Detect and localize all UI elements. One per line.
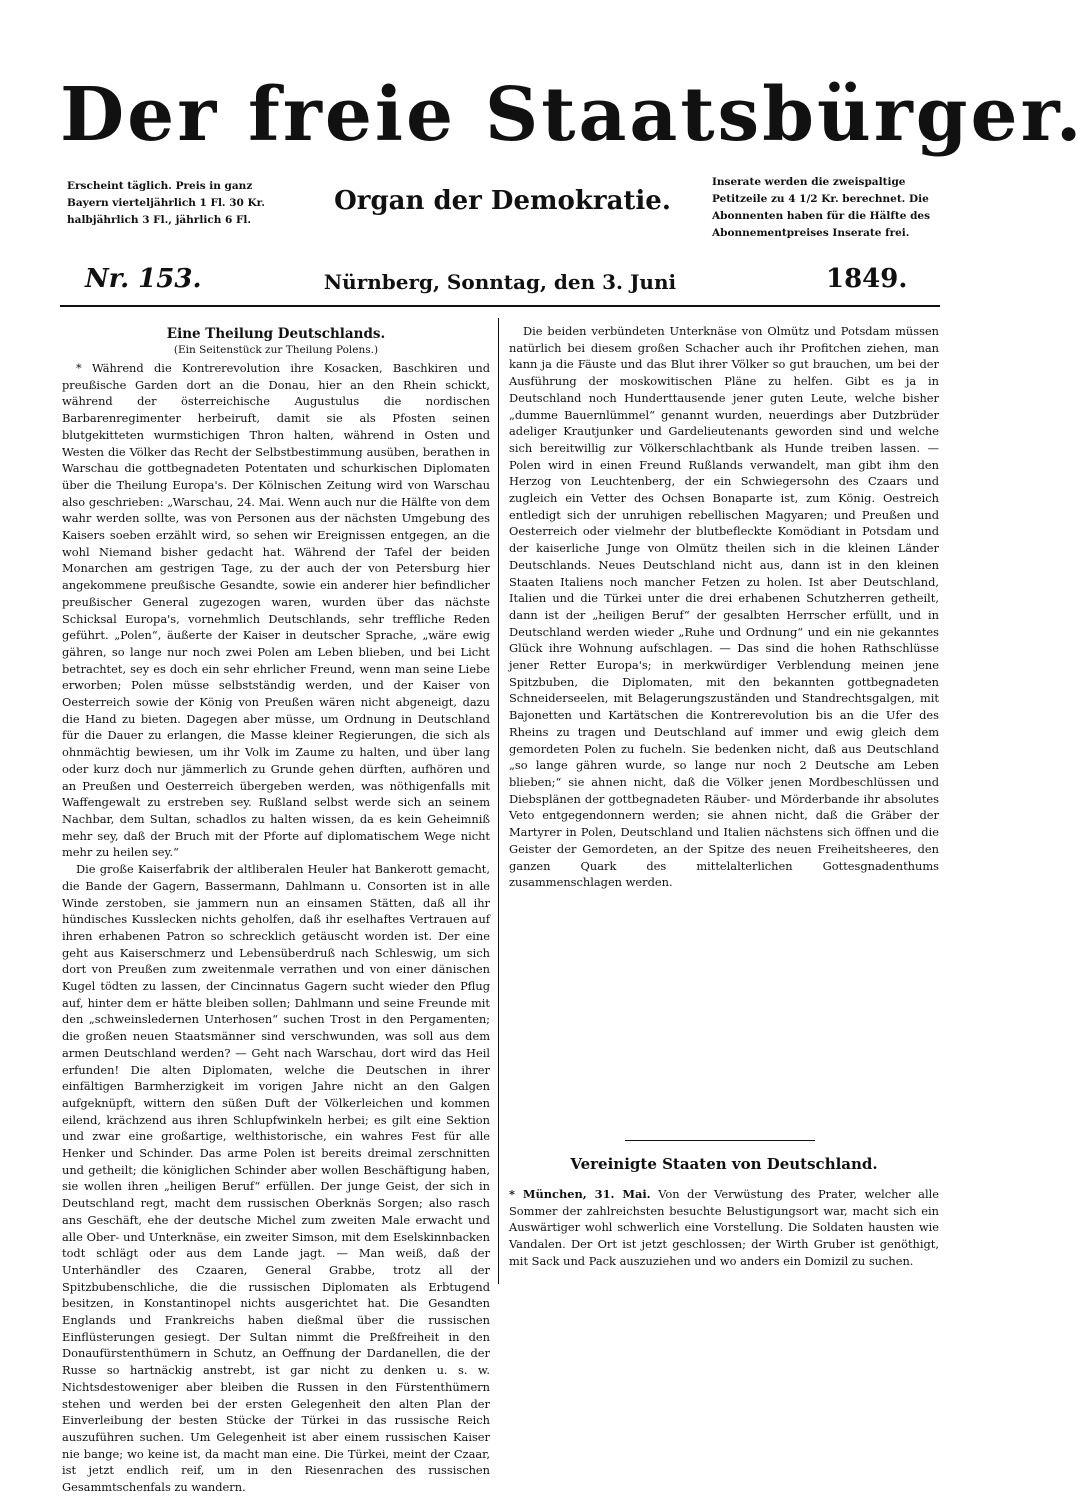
advertising-line: Abonnementpreises Inserate frei. bbox=[712, 227, 910, 239]
newspaper-subtitle: Organ der Demokratie. bbox=[334, 186, 671, 216]
article-subheadline: (Ein Seitenstück zur Theilung Polens.) bbox=[173, 344, 379, 356]
news-dateline: * München, 31. Mai. bbox=[509, 1187, 651, 1201]
issue-number: Nr. 153. bbox=[85, 264, 202, 294]
subscription-info bbox=[67, 178, 282, 229]
column-right bbox=[509, 323, 939, 1113]
column-left bbox=[62, 325, 490, 1495]
advertising-line: Petitzeile zu 4 1/2 Kr. berechnet. Die bbox=[712, 193, 929, 205]
column-divider bbox=[498, 318, 499, 1284]
article-paragraph: Die beiden verbündeten Unterknäse von Olmütz und Potsdam müssen natürlich bei diesem großen Schacher auch ihr Profitchen ziehen, man kann ja die Fäuste und das Blut ihrer Völker so gut brauchen, um bei der Ausführung der moskowitischen Pläne zu helfen. Gibt es ja in Deutschland noch Hunderttausende jener guten Leute, welche bisher „dumme Bauernlümmel“ genannt wurden, neuerdings aber Dutzbrüder adeliger Krautjunker und Gardelieutenants geworden sind und welche sich bereitwillig zur Völkerschlachtbank als Hunde treiben lassen. — Polen wird in einen Freund Rußlands verwandelt, man gibt ihm den Herzog von Leuchtenberg, der ein Schwiegersohn des Czaars und zugleich ein Vetter des Ochsen Bonaparte ist, zum König. Oestreich entledigt sich der unruhigen rebellischen Magyaren; und Preußen und Oesterreich oder vielmehr der blutbefleckte Komödiant in Potsdam und der kaiserliche Junge von Olmütz theilen sich in die kleinen Länder Deutschlands. Neues Deutschland nicht aus, dann ist in den kleinen Staaten Italiens noch mancher Fetzen zu holen. Ist aber Deutschland, Italien und die Türkei unter die drei erhabenen Schutzherren getheilt, dann ist der „heiligen Beruf“ der gesalbten Herrscher erfüllt, und in Deutschland werden wieder „Ruhe und Ordnung“ und ein nie gekanntes Glück ihre Wohnung aufschlagen. — Das sind die hohen Rathschlüsse jener Retter Europa's; in merkwürdiger Verblendung meinen jene Spitzbuben, die Diplomaten, mit den bekannten gottbegnadeten Schneiderseelen, mit Belagerungszuständen und Standrechtsgalgen, mit Bajonetten und Kartätschen die Kontrerevolution bis an die Ufer des Rheins zu tragen und Deutschland auf immer und ewig gleich dem gemordeten Polen zu fucheln. Sie bedenken nicht, daß aus Deutschland „so lange gähren wurde, so lange nur noch 2 Deutsche am Leben blieben;“ sie ahnen nicht, daß die Völker jenen Mordbeschlüssen und Diebsplänen der gottbegnadeten Räuber- und Mörderbande ihr absolutes Veto entgegendonnern werden; sie ahnen nicht, daß die Gräber der Martyrer in Polen, Deutschland und Italien nächstens sich öffnen und die Geister der Gemordeten, an der Spitze des neuen Freiheitsheeres, den ganzen Quark des mittelalterlichen Gottesgnadenthums zusammenschlagen werden. bbox=[509, 324, 939, 890]
subscription-line: Bayern vierteljährlich 1 Fl. 30 Kr. bbox=[67, 197, 265, 209]
advertising-info bbox=[712, 174, 930, 242]
subscription-line: Erscheint täglich. Preis in ganz bbox=[67, 180, 253, 192]
place-date: Nürnberg, Sonntag, den 3. Juni bbox=[323, 270, 677, 294]
article-paragraph: * Während die Kontrerevolution ihre Kosacken, Baschkiren und preußische Garden dort an die Donau, hier an den Rhein schickt, während der österreichische Augustulus die nordischen Barbarenregimenter herbeiruft, damit sie als Pfosten seinen blutgekitteten wurmstichigen Thron halten, während in Osten und Westen die Völker das Recht der Selbstbestimmung ausüben, berathen in Warschau die gottbegnadeten Potentaten und schurkischen Diplomaten über die Theilung Europa's. Der Kölnischen Zeitung wird von Warschau also geschrieben: „Warschau, 24. Mai. Wenn auch nur die Hälfte von dem wahr werden sollte, was von Personen aus der nächsten Umgebung des Kaisers soeben erzählt wird, so sehen wir Ereignissen entgegen, an die wohl Niemand bisher gedacht hat. Während der Tafel der beiden Monarchen am gestrigen Tage, zu der auch der von Petersburg hier angekommene preußische Gesandte, sowie ein anderer hier befindlicher preußischer General zugezogen waren, wurden über das nächste Schicksal Europa's, vornehmlich Deutschlands, sehr treffliche Reden geführt. „Polen“, äußerte der Kaiser in deutscher Sprache, „wäre ewig gähren, so lange nur noch zwei Polen am Leben blieben, und bei Licht betrachtet, sey es doch ein sehr ehrlicher Freund, wenn man seine Liebe erworben; Polen müsse selbstständig werden, und der Kaiser von Oesterreich sowie der König von Preußen wären nicht abgeneigt, dazu die Hand zu bieten. Dagegen aber müsse, um Ordnung in Deutschland für die Dauer zu erlangen, die Masse kleiner Regierungen, die sich als ohnmächtig bewiesen, um ihr Volk im Zaume zu halten, und über lang oder kurz doch nur jämmerlich zu Grunde gehen dürften, aufhören und an Preußen und Oesterreich übergeben werden, was nöthigenfalls mit Waffengewalt zu erstreben sey. Rußland selbst werde sich an seinem Nachbar, dem Sultan, schadlos zu halten wissen, da es kein Geheimniß mehr sey, daß der Bruch mit der Pforte auf diplomatischem Wege nicht mehr zu heilen sey.“ bbox=[62, 361, 490, 860]
article-headline: Eine Theilung Deutschlands. bbox=[166, 326, 386, 342]
column-right-news bbox=[509, 1186, 939, 1286]
advertising-line: Abonnenten haben für die Hälfte des bbox=[712, 210, 930, 222]
subscription-line: halbjährlich 3 Fl., jährlich 6 Fl. bbox=[67, 214, 252, 226]
news-item bbox=[509, 1186, 939, 1270]
advertising-line: Inserate werden die zweispaltige bbox=[712, 176, 906, 188]
header-divider bbox=[60, 305, 940, 307]
news-body: Von der Verwüstung des Prater, welcher alle Sommer der zahlreichsten besuchte Belustigungsort war, macht sich ein Auswärtiger wohl schwerlich eine Vorstellung. Die Soldaten hausten wie Vandalen. Der Ort ist jetzt geschlossen; der Wirth Gruber ist genöthigt, mit Sack und Pack auszuziehen und wo anders ein Domizil zu suchen. bbox=[509, 1187, 939, 1268]
newspaper-title: Der freie Staatsbürger. bbox=[60, 72, 1085, 158]
section-headline: Vereinigte Staaten von Deutschland. bbox=[570, 1155, 878, 1173]
article-separator bbox=[625, 1140, 815, 1141]
article-paragraph: Die große Kaiserfabrik der altliberalen Heuler hat Bankerott gemacht, die Bande der Gagern, Bassermann, Dahlmann u. Consorten ist in alle Winde zerstoben, sie jammern nun an einsamen Stätten, daß all ihr hündisches Kusslecken nichts geholfen, daß ihr eselhaftes Vertrauen auf ihren erhabenen Patron so schrecklich getäuscht worden ist. Der eine geht aus Kaiserschmerz und Lebensüberdruß nach Schleswig, um sich dort von Preußen zum zweitenmale verrathen und von einer dänischen Kugel tödten zu lassen, der Cincinnatus Gagern sucht wieder den Pflug auf, hinter dem er hätte bleiben sollen; Dahlmann und seine Freunde mit den „schweinsledernen Unterhosen“ suchen Trost in den Pergamenten; die großen neuen Staatsmänner sind verschwunden, was soll aus dem armen Deutschland werden? — Geht nach Warschau, dort wird das Heil erfunden! Die alten Diplomaten, welche die Deutschen in ihrer einfältigen Barmherzigkeit im vorigen Jahre nicht an den Galgen aufgeknüpft, wittern den süßen Duft der Völkerleichen und kommen eilend, krächzend aus ihren Schlupfwinkeln herbei; es gilt eine Sektion und zwar eine großartige, welthistorische, ein wahres Fest für alle Henker und Schinder. Das arme Polen ist bereits dreimal zerschnitten und getheilt; die königlichen Schinder aber wollen Beschäftigung haben, sie wollen ihren „heiligen Beruf“ erfüllen. Der junge Geist, der sich in Deutschland regt, macht dem russischen Oberknäs Sorgen; also rasch ans Geschäft, ehe der deutsche Michel zum zweiten Male erwacht und alle Ober- und Unterknäse, ein zweiter Simson, mit dem Eselskinnbacken todt schlägt oder aus dem Lande jagt. — Man weiß, daß der Unterhändler des Czaaren, General Grabbe, trotz all der Spitzbubenschliche, die die russischen Diplomaten als Erbtugend besitzen, in Konstantinopel nichts ausgerichtet hat. Die Gesandten Englands und Frankreichs haben dießmal über die russischen Einflüsterungen gesiegt. Der Sultan nimmt die Preßfreiheit in den Donaufürstenthümern in Schutz, an Oeffnung der Dardanellen, die der Russe so hartnäckig anstrebt, ist gar nicht zu denken u. s. w. Nichtsdestoweniger aber bleiben die Russen in den Fürstenthümern stehen und werden bei der ersten Gelegenheit den alten Plan der Einverleibung der besten Stücke der Türkei in das russische Reich auszuführen suchen. Um Gelegenheit ist aber einem russischen Kaiser nie bange; wo keine ist, da macht man eine. Die Türkei, meint der Czaar, ist jetzt endlich reif, um in den Riesenrachen des russischen Gesammtschenfals zu wandern. bbox=[62, 862, 490, 1495]
issue-year: 1849. bbox=[826, 264, 908, 294]
